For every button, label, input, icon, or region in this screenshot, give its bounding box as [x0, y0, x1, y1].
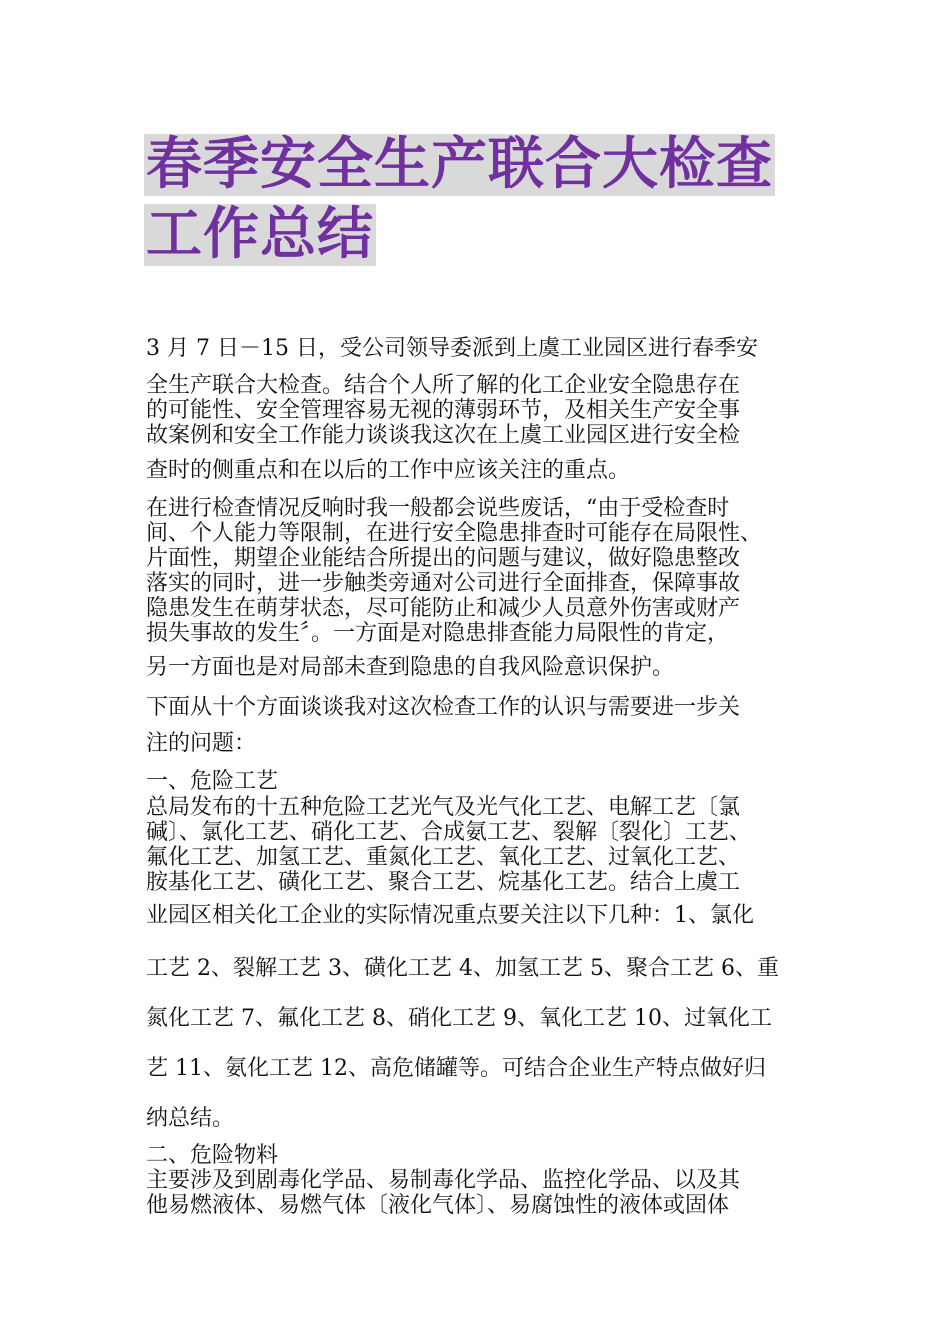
body-line: 他易燃液体、易燃气体〔液化气体〕、易腐蚀性的液体或固体: [146, 1193, 730, 1218]
body-line: 下面从十个方面谈谈我对这次检查工作的认识与需要进一步关: [146, 695, 741, 720]
body-line: 业园区相关化工企业的实际情况重点要关注以下几种：1、氯化: [146, 903, 754, 928]
body-line: 氟化工艺、加氢工艺、重氮化工艺、氧化工艺、过氧化工艺、: [146, 845, 741, 870]
section-heading: 二、危险物料: [146, 1143, 279, 1168]
body-line: 片面性，期望企业能结合所提出的问题与建议，做好隐患整改: [146, 546, 741, 571]
body-line: 的可能性、安全管理容易无视的薄弱环节，及相关生产安全事: [146, 398, 741, 423]
body-line: 氮化工艺 7、氟化工艺 8、硝化工艺 9、氧化工艺 10、过氧化工: [146, 1006, 772, 1031]
body-line: 在进行检查情况反响时我一般都会说些废话，“由于受检查时: [146, 496, 730, 521]
body-line: 3 月 7 日－15 日，受公司领导委派到上虞工业园区进行春季安: [146, 336, 758, 361]
title-line-1: 春季安全生产联合大检查: [146, 132, 773, 197]
body-line: 查时的侧重点和在以后的工作中应该关注的重点。: [146, 458, 631, 483]
body-line: 纳总结。: [146, 1106, 235, 1131]
body-line: 碱〕、氯化工艺、硝化工艺、合成氨工艺、裂解〔裂化〕工艺、: [146, 820, 752, 845]
body-line: 主要涉及到剧毒化学品、易制毒化学品、监控化学品、以及其: [146, 1168, 741, 1193]
body-line: 落实的同时，进一步触类旁通对公司进行全面排查，保障事故: [146, 571, 741, 596]
body-line: 隐患发生在萌芽状态，尽可能防止和减少人员意外伤害或财产: [146, 596, 741, 621]
section-heading: 一、危险工艺: [146, 769, 279, 794]
title-line-2: 工作总结: [146, 202, 374, 267]
body-line: 故案例和安全工作能力谈谈我这次在上虞工业园区进行安全检: [146, 423, 741, 448]
body-line: 损失事故的发生〞。一方面是对隐患排查能力局限性的肯定，: [146, 621, 730, 646]
body-line: 总局发布的十五种危险工艺光气及光气化工艺、电解工艺〔氯: [146, 795, 741, 820]
body-line: 间、个人能力等限制，在进行安全隐患排查时可能存在局限性、: [146, 521, 763, 546]
body-line: 另一方面也是对局部未查到隐患的自我风险意识保护。: [146, 655, 675, 680]
body-line: 胺基化工艺、磺化工艺、聚合工艺、烷基化工艺。结合上虞工: [146, 870, 741, 895]
body-line: 全生产联合大检查。结合个人所了解的化工企业安全隐患存在: [146, 373, 741, 398]
body-line: 艺 11、氨化工艺 12、高危储罐等。可结合企业生产特点做好归: [146, 1056, 766, 1081]
body-line: 工艺 2、裂解工艺 3、磺化工艺 4、加氢工艺 5、聚合工艺 6、重: [146, 956, 779, 981]
body-line: 注的问题：: [146, 731, 257, 756]
